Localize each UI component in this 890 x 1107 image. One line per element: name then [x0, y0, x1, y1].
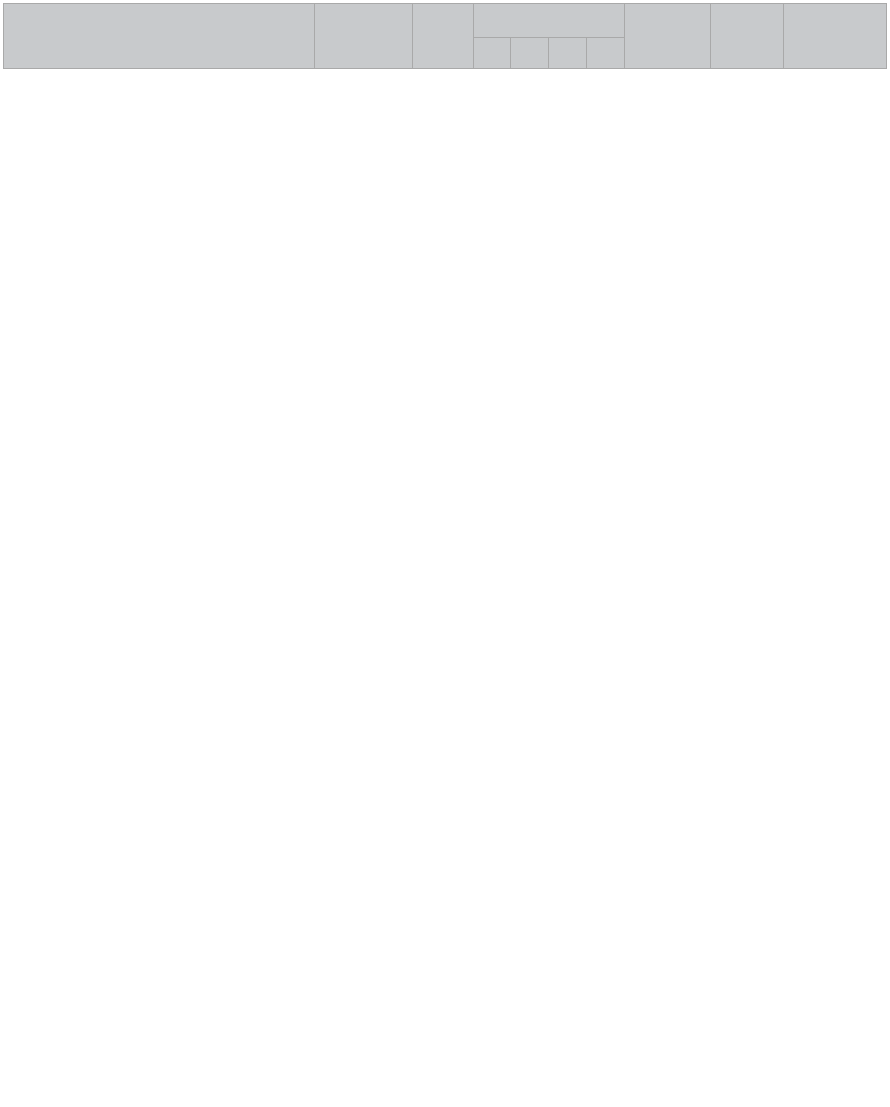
header-dim-d: [587, 38, 625, 69]
header-dimension: [474, 4, 625, 38]
header-remarks: [784, 4, 887, 69]
header-image-column: [4, 4, 315, 69]
table-header: [4, 4, 887, 69]
header-dim-e: [511, 38, 549, 69]
spec-table: [3, 3, 887, 69]
header-qty: [711, 4, 784, 69]
header-dim-l: [549, 38, 587, 69]
header-dim-w: [474, 38, 511, 69]
header-wire-range: [625, 4, 711, 69]
header-thickness: [413, 4, 474, 69]
header-part-no: [315, 4, 413, 69]
